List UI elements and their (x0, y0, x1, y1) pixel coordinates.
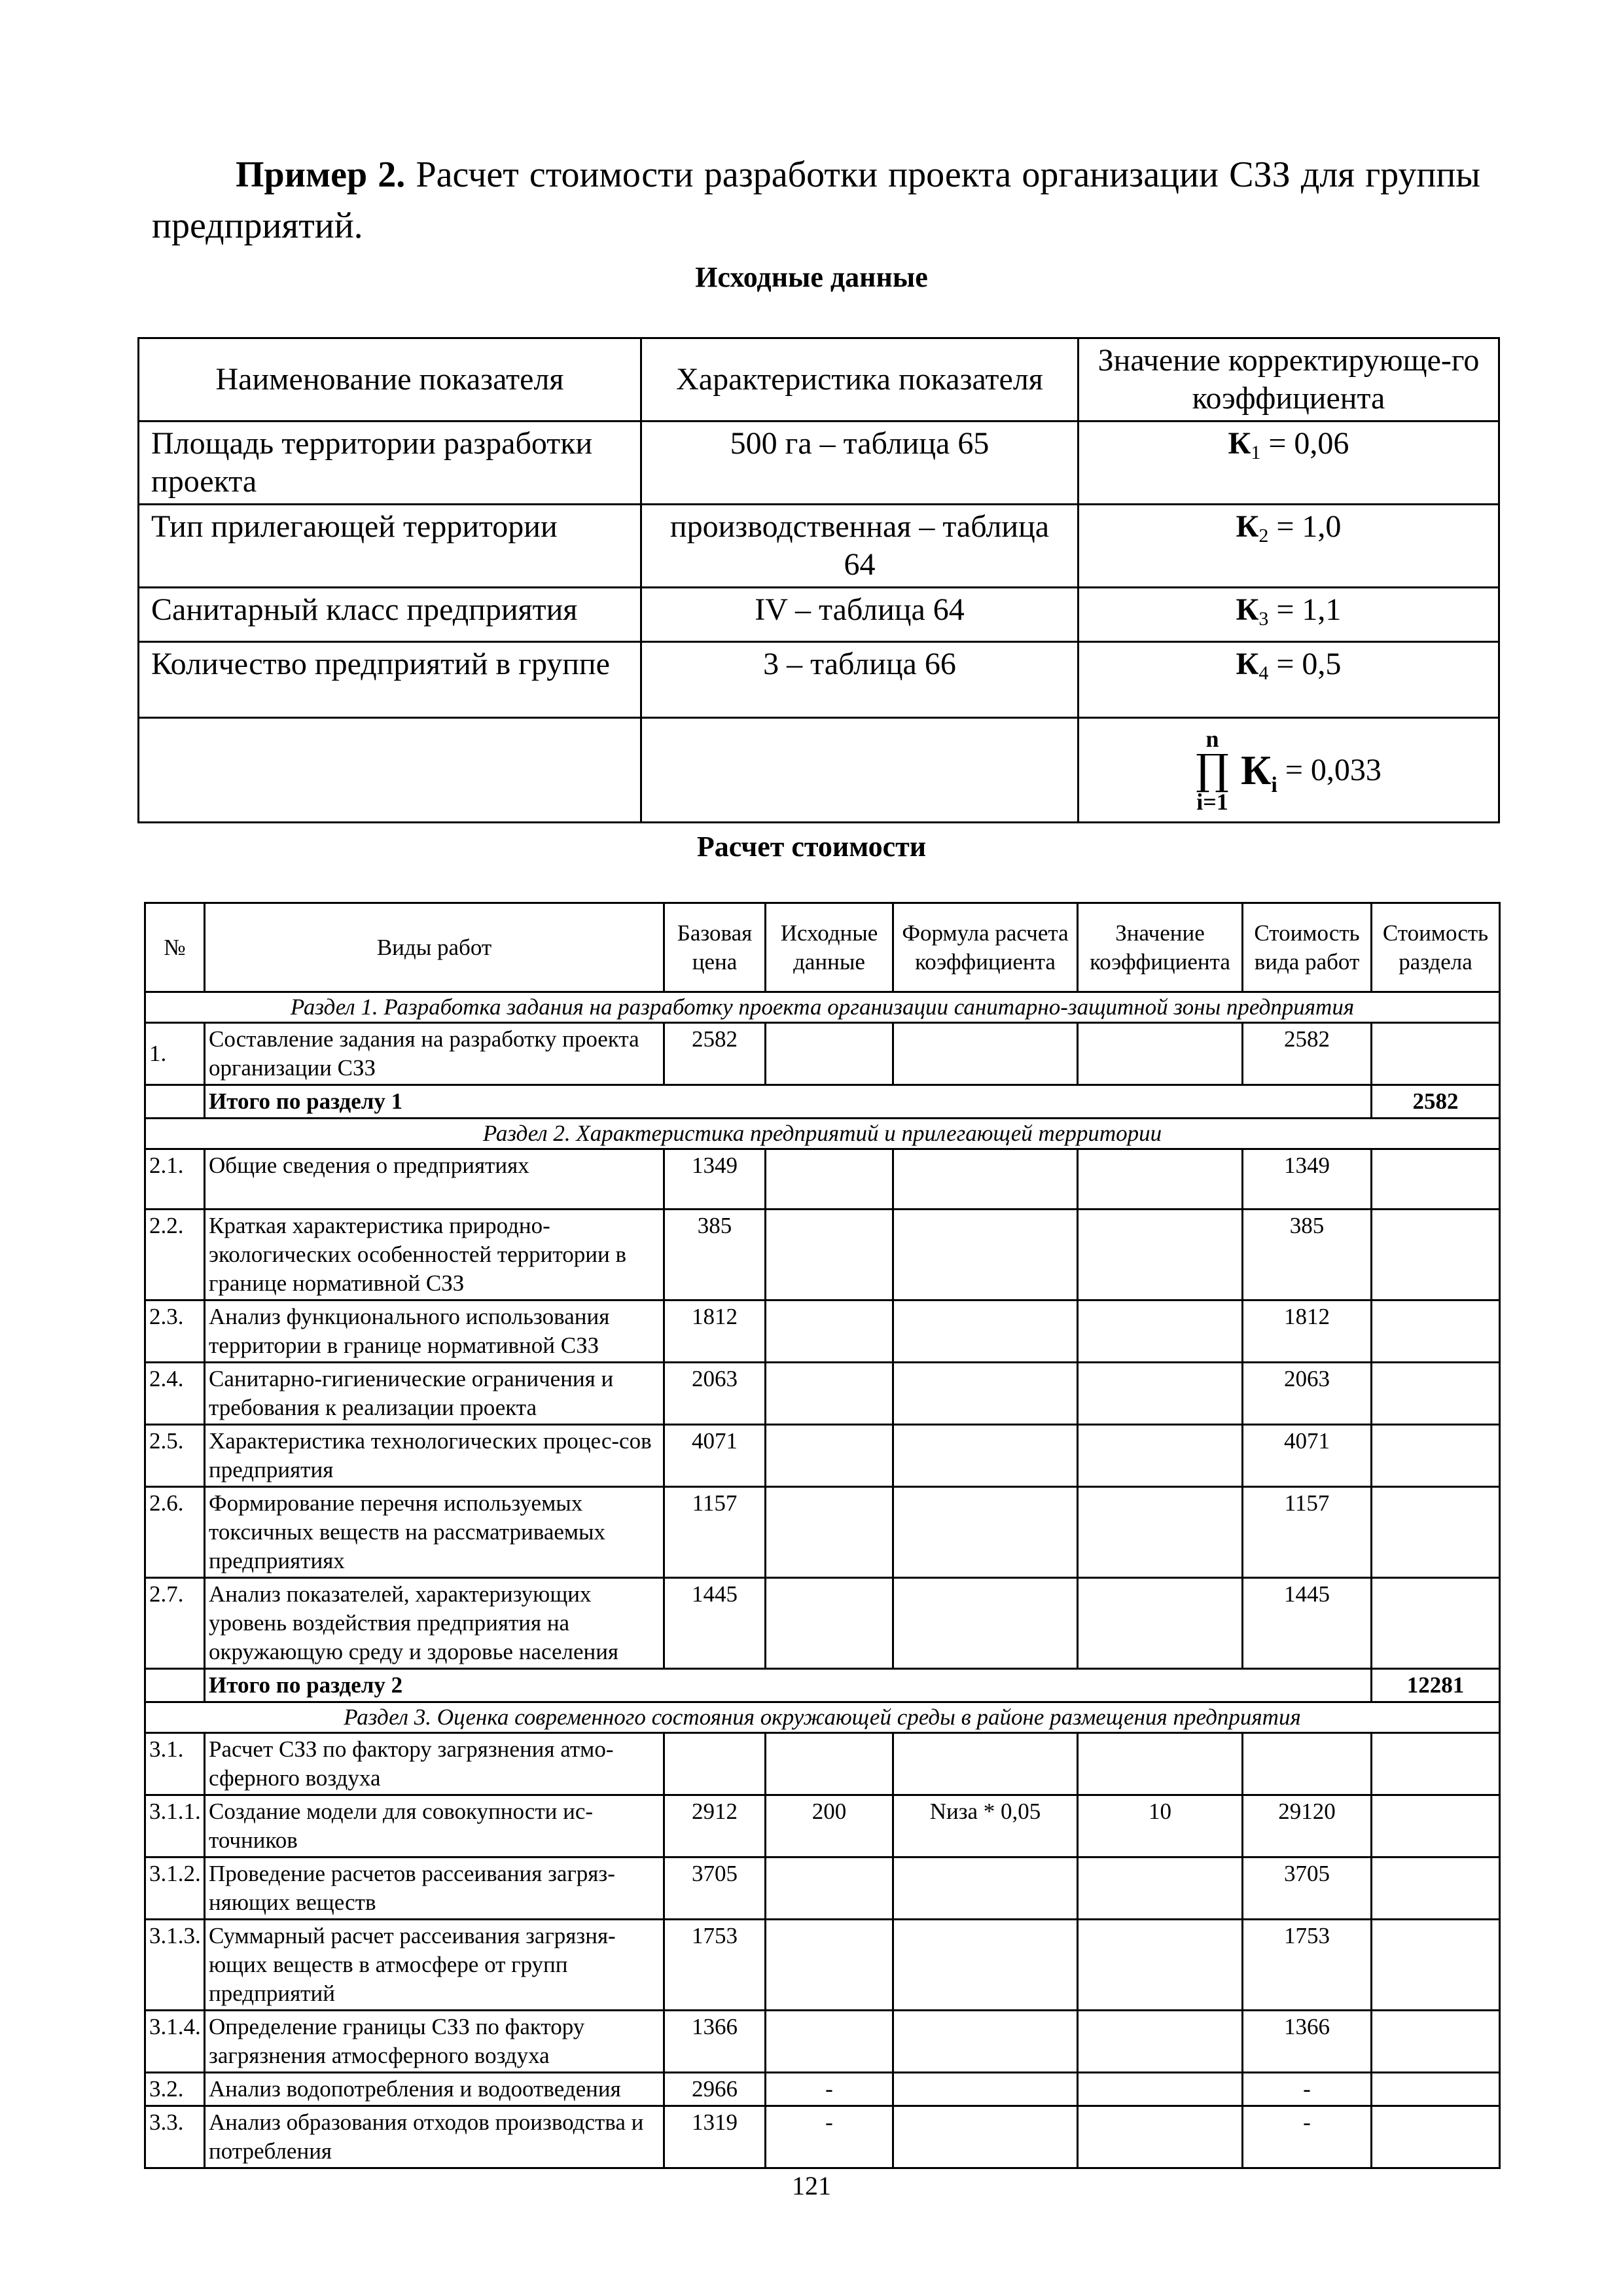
row-number: 3.2. (145, 2073, 205, 2106)
section-row (145, 1119, 1500, 1149)
coef-value (1078, 2011, 1243, 2073)
indicator-characteristic: 500 га – таблица 65 (641, 422, 1079, 505)
product-formula: n ∏ i=1 $К_i = 0,033$ (1079, 718, 1499, 823)
input-data (766, 1425, 893, 1487)
input-data (766, 1210, 893, 1300)
section-title: Раздел 3. Оценка современного состояния окружающей среды в районе размещения предприятия (145, 1702, 1500, 1733)
row-number: 2.6. (145, 1487, 205, 1578)
base-price: 2582 (664, 1023, 766, 1085)
input-data (766, 1578, 893, 1669)
coef-formula (893, 2073, 1078, 2106)
base-price (664, 1733, 766, 1795)
coef-value (1078, 1487, 1243, 1578)
coef-value (1078, 2073, 1243, 2106)
section-row (145, 992, 1500, 1023)
section-cost (1372, 1487, 1500, 1578)
input-data: - (766, 2073, 893, 2106)
section-cost (1372, 1795, 1500, 1857)
base-price: 1753 (664, 1920, 766, 2011)
section-cost (1372, 1857, 1500, 1920)
work-cost: 29120 (1243, 1795, 1372, 1857)
initial-data-table (137, 337, 1500, 823)
total-label: Итого по разделу 1 (205, 1085, 1372, 1119)
work-type: Санитарно-гигиенические ограничения и требования к реализации проекта (205, 1363, 664, 1425)
table-row (145, 1425, 1500, 1487)
table-header-row (145, 903, 1500, 992)
header-cell: № (145, 903, 205, 992)
work-type: Анализ водопотребления и водоотведения (205, 2073, 664, 2106)
work-type: Анализ функционального использования территории в границе нормативной СЗЗ (205, 1300, 664, 1363)
work-cost: 1157 (1243, 1487, 1372, 1578)
header-cell: Стоимость раздела (1372, 903, 1500, 992)
header-cell: Базовая цена (664, 903, 766, 992)
row-number: 2.3. (145, 1300, 205, 1363)
coef-value (1078, 1149, 1243, 1210)
section-cost (1372, 1578, 1500, 1669)
row-number: 2.2. (145, 1210, 205, 1300)
indicator-name: Количество предприятий в группе (139, 642, 641, 718)
work-cost: - (1243, 2073, 1372, 2106)
indicator-characteristic: IV – таблица 64 (641, 588, 1079, 642)
heading-cost-calculation: Расчет стоимости (696, 831, 927, 863)
coef-formula (893, 1210, 1078, 1300)
coef-value (1078, 1300, 1243, 1363)
coef-value (1078, 1363, 1243, 1425)
work-cost: 4071 (1243, 1425, 1372, 1487)
cost-calculation-table (144, 902, 1501, 2169)
input-data (766, 1487, 893, 1578)
input-data (766, 1363, 893, 1425)
row-number: 2.5. (145, 1425, 205, 1487)
coef-value (1078, 2106, 1243, 2168)
header-cell: Формула расчета коэффициента (893, 903, 1078, 992)
coef-value: 10 (1078, 1795, 1243, 1857)
section-cost (1372, 2106, 1500, 2168)
base-price: 1157 (664, 1487, 766, 1578)
work-type: Создание модели для совокупности ис-точников (205, 1795, 664, 1857)
work-cost: 1366 (1243, 2011, 1372, 2073)
row-number: 2.4. (145, 1363, 205, 1425)
section-cost (1372, 1023, 1500, 1085)
total-value: 12281 (1372, 1669, 1500, 1702)
indicator-characteristic: 3 – таблица 66 (641, 642, 1079, 718)
base-price: 3705 (664, 1857, 766, 1920)
base-price: 2912 (664, 1795, 766, 1857)
coef-formula (893, 1363, 1078, 1425)
input-data (766, 1149, 893, 1210)
heading-initial-data: Исходные данные (695, 261, 928, 293)
section-cost (1372, 1425, 1500, 1487)
section-cost (1372, 1149, 1500, 1210)
base-price: 1812 (664, 1300, 766, 1363)
header-cell: Виды работ (205, 903, 664, 992)
input-data (766, 1920, 893, 2011)
section-title: Раздел 2. Характеристика предприятий и прилегающей территории (145, 1119, 1500, 1149)
table-row (139, 422, 1499, 505)
table-row (139, 642, 1499, 718)
header-cell: Стоимость вида работ (1243, 903, 1372, 992)
coef-formula (893, 1425, 1078, 1487)
base-price: 1445 (664, 1578, 766, 1669)
work-cost: 1445 (1243, 1578, 1372, 1669)
base-price: 4071 (664, 1425, 766, 1487)
coef-value (1078, 1023, 1243, 1085)
base-price: 385 (664, 1210, 766, 1300)
table-row (145, 1487, 1500, 1578)
table-row (139, 588, 1499, 642)
coef-value (1078, 1857, 1243, 1920)
total-label: Итого по разделу 2 (205, 1669, 1372, 1702)
indicator-characteristic: производственная – таблица 64 (641, 505, 1079, 588)
section-cost (1372, 1733, 1500, 1795)
work-cost: 2582 (1243, 1023, 1372, 1085)
base-price: 1349 (664, 1149, 766, 1210)
coef-value (1078, 1920, 1243, 2011)
coef-formula (893, 1300, 1078, 1363)
base-price: 2966 (664, 2073, 766, 2106)
row-number: 3.1.1. (145, 1795, 205, 1857)
product-row (139, 718, 1499, 823)
work-cost: 1812 (1243, 1300, 1372, 1363)
row-number: 3.1.4. (145, 2011, 205, 2073)
row-number: 3.1. (145, 1733, 205, 1795)
coefficient-value: $К_2 = 1,0$ (1079, 505, 1499, 588)
table-row (145, 1363, 1500, 1425)
coef-formula (893, 1857, 1078, 1920)
work-type: Краткая характеристика природно-экологических особенностей территории в границе нормативной СЗЗ (205, 1210, 664, 1300)
header-cell: Характеристика показателя (641, 338, 1079, 422)
work-type: Анализ показателей, характеризующих уровень воздействия предприятия на окружающую среду и здоровье населения (205, 1578, 664, 1669)
coef-value (1078, 1425, 1243, 1487)
input-data (766, 1300, 893, 1363)
row-number: 2.7. (145, 1578, 205, 1669)
work-type: Анализ образования отходов производства и потребления (205, 2106, 664, 2168)
row-number: 3.1.2. (145, 1857, 205, 1920)
work-type: Расчет СЗЗ по фактору загрязнения атмо-сферного воздуха (205, 1733, 664, 1795)
total-value: 2582 (1372, 1085, 1500, 1119)
table-row (145, 2106, 1500, 2168)
input-data: - (766, 2106, 893, 2168)
empty-cell (139, 718, 641, 823)
coef-formula: Nиза * 0,05 (893, 1795, 1078, 1857)
page-number: 121 (792, 2171, 831, 2200)
section-cost (1372, 2011, 1500, 2073)
work-type: Характеристика технологических процес-сов предприятия (205, 1425, 664, 1487)
section-total-row (145, 1085, 1500, 1119)
section-row (145, 1702, 1500, 1733)
table-row (145, 1795, 1500, 1857)
row-number: 2.1. (145, 1149, 205, 1210)
row-number: 3.1.3. (145, 1920, 205, 2011)
table-row (145, 1210, 1500, 1300)
intro-paragraph (152, 149, 1480, 251)
section-cost (1372, 2073, 1500, 2106)
coef-formula (893, 1733, 1078, 1795)
section-cost (1372, 1300, 1500, 1363)
coef-formula (893, 1920, 1078, 2011)
table-row (145, 1023, 1500, 1085)
work-type: Проведение расчетов рассеивания загряз-няющих веществ (205, 1857, 664, 1920)
empty-cell (641, 718, 1079, 823)
coefficient-value: $К_4 = 0,5$ (1079, 642, 1499, 718)
work-type: Определение границы СЗЗ по фактору загрязнения атмосферного воздуха (205, 2011, 664, 2073)
coef-formula (893, 1149, 1078, 1210)
header-cell: Исходные данные (766, 903, 893, 992)
example-label: Пример 2. (236, 154, 406, 195)
input-data (766, 1023, 893, 1085)
coef-formula (893, 1487, 1078, 1578)
work-cost (1243, 1733, 1372, 1795)
coef-value (1078, 1578, 1243, 1669)
coef-formula (893, 2011, 1078, 2073)
section-title: Раздел 1. Разработка задания на разработку проекта организации санитарно-защитной зоны предприятия (145, 992, 1500, 1023)
empty-cell (145, 1669, 205, 1702)
work-cost: 1753 (1243, 1920, 1372, 2011)
coefficient-value: $К_3 = 1,1$ (1079, 588, 1499, 642)
coef-formula (893, 2106, 1078, 2168)
header-cell: Значение корректирующе-го коэффициента (1079, 338, 1499, 422)
row-number: 1. (145, 1023, 205, 1085)
work-cost: 3705 (1243, 1857, 1372, 1920)
table-row (139, 505, 1499, 588)
input-data (766, 1733, 893, 1795)
base-price: 1319 (664, 2106, 766, 2168)
row-number: 3.3. (145, 2106, 205, 2168)
base-price: 2063 (664, 1363, 766, 1425)
table-row (145, 1920, 1500, 2011)
work-cost: - (1243, 2106, 1372, 2168)
header-cell: Наименование показателя (139, 338, 641, 422)
coef-formula (893, 1578, 1078, 1669)
input-data: 200 (766, 1795, 893, 1857)
section-total-row (145, 1669, 1500, 1702)
section-cost (1372, 1363, 1500, 1425)
indicator-name: Площадь территории разработки проекта (139, 422, 641, 505)
work-cost: 2063 (1243, 1363, 1372, 1425)
indicator-name: Санитарный класс предприятия (139, 588, 641, 642)
coef-value (1078, 1733, 1243, 1795)
work-cost: 385 (1243, 1210, 1372, 1300)
work-type: Суммарный расчет рассеивания загрязня-ющих веществ в атмосфере от групп предприятий (205, 1920, 664, 2011)
work-type: Формирование перечня используемых токсичных веществ на рассматриваемых предприятиях (205, 1487, 664, 1578)
indicator-name: Тип прилегающей территории (139, 505, 641, 588)
coef-value (1078, 1210, 1243, 1300)
input-data (766, 2011, 893, 2073)
coefficient-value: $К_1 = 0,06$ (1079, 422, 1499, 505)
work-type: Общие сведения о предприятиях (205, 1149, 664, 1210)
table-row (145, 1300, 1500, 1363)
table-row (145, 1578, 1500, 1669)
table-row (145, 1149, 1500, 1210)
coef-formula (893, 1023, 1078, 1085)
table-row (145, 2073, 1500, 2106)
table-row (145, 1733, 1500, 1795)
table-header-row (139, 338, 1499, 422)
table-row (145, 1857, 1500, 1920)
example-text: Расчет стоимости разработки проекта организации СЗЗ для группы предприятий. (152, 154, 1480, 246)
product-operator: n ∏ i=1 (1196, 725, 1229, 815)
empty-cell (145, 1085, 205, 1119)
work-cost: 1349 (1243, 1149, 1372, 1210)
base-price: 1366 (664, 2011, 766, 2073)
table-row (145, 2011, 1500, 2073)
section-cost (1372, 1210, 1500, 1300)
section-cost (1372, 1920, 1500, 2011)
header-cell: Значение коэффициента (1078, 903, 1243, 992)
input-data (766, 1857, 893, 1920)
work-type: Составление задания на разработку проекта организации СЗЗ (205, 1023, 664, 1085)
